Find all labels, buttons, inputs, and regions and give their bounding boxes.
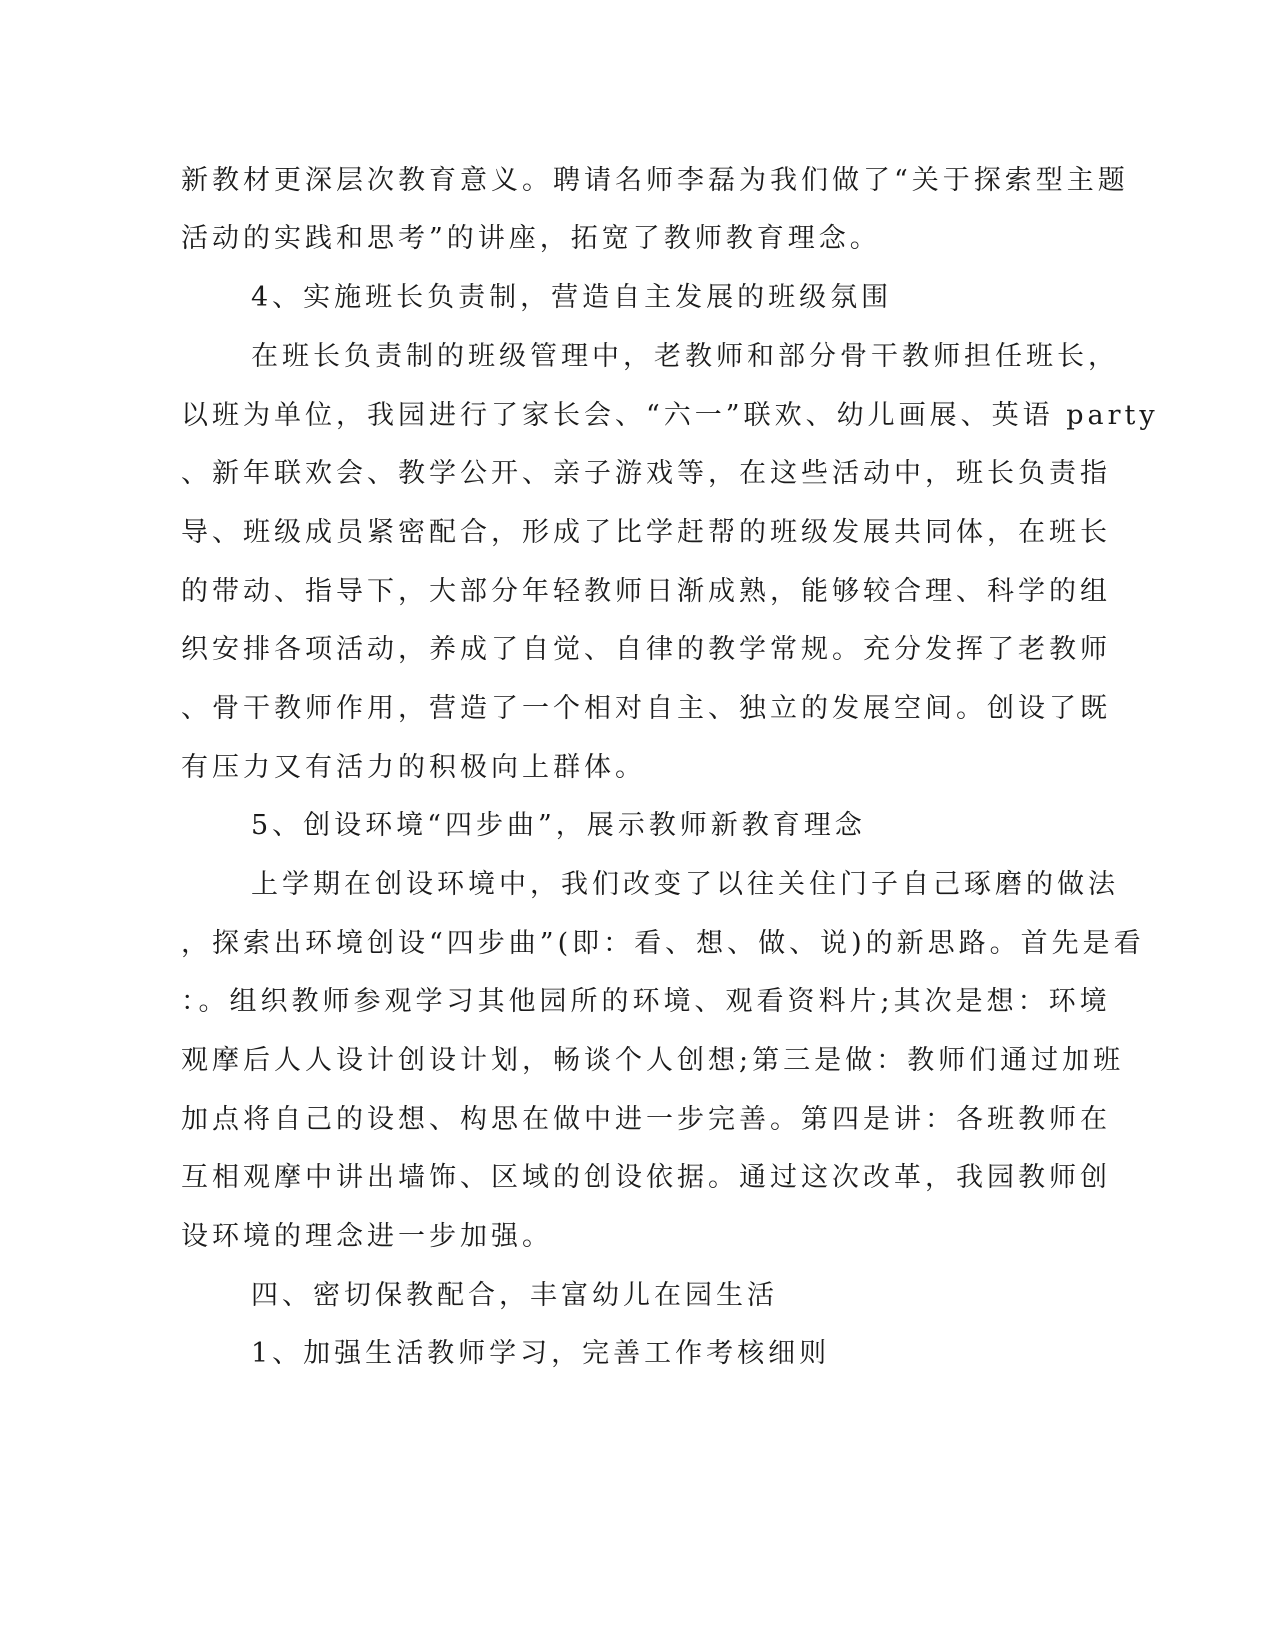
body-line: 互相观摩中讲出墙饰、区域的创设依据。通过这次改革，我园教师创 — [181, 1162, 1111, 1193]
body-line: ，探索出环境创设“四步曲”(即：看、想、做、说)的新思路。首先是看 — [181, 928, 1145, 959]
body-line: 、新年联欢会、教学公开、亲子游戏等，在这些活动中，班长负责指 — [181, 458, 1111, 489]
body-line: 织安排各项活动，养成了自觉、自律的教学常规。充分发挥了老教师 — [181, 634, 1111, 665]
body-line: 、骨干教师作用，营造了一个相对自主、独立的发展空间。创设了既 — [181, 693, 1111, 724]
section-heading: 四、密切保教配合，丰富幼儿在园生活 — [251, 1280, 778, 1311]
body-line: 有压力又有活力的积极向上群体。 — [181, 752, 646, 783]
body-line: 以班为单位，我园进行了家长会、“六一”联欢、幼儿画展、英语 party — [181, 400, 1159, 431]
section-heading: 1、加强生活教师学习，完善工作考核细则 — [251, 1338, 831, 1369]
body-line: 加点将自己的设想、构思在做中进一步完善。第四是讲：各班教师在 — [181, 1104, 1111, 1135]
body-line: 的带动、指导下，大部分年轻教师日渐成熟，能够较合理、科学的组 — [181, 576, 1111, 607]
body-line: 设环境的理念进一步加强。 — [181, 1221, 553, 1252]
body-line: 导、班级成员紧密配合，形成了比学赶帮的班级发展共同体，在班长 — [181, 517, 1111, 548]
body-line: ：。组织教师参观学习其他园所的环境、观看资料片;其次是想：环境 — [181, 986, 1111, 1017]
body-line: 新教材更深层次教育意义。聘请名师李磊为我们做了“关于探索型主题 — [181, 165, 1129, 196]
body-line: 观摩后人人设计创设计划，畅谈个人创想;第三是做：教师们通过加班 — [181, 1045, 1125, 1076]
body-line: 上学期在创设环境中，我们改变了以往关住门子自己琢磨的做法 — [251, 869, 1119, 900]
section-heading: 4、实施班长负责制，营造自主发展的班级氛围 — [251, 282, 893, 313]
body-line: 在班长负责制的班级管理中，老教师和部分骨干教师担任班长， — [251, 341, 1119, 372]
body-line: 活动的实践和思考”的讲座，拓宽了教师教育理念。 — [181, 223, 881, 254]
section-heading: 5、创设环境“四步曲”，展示教师新教育理念 — [251, 810, 866, 841]
